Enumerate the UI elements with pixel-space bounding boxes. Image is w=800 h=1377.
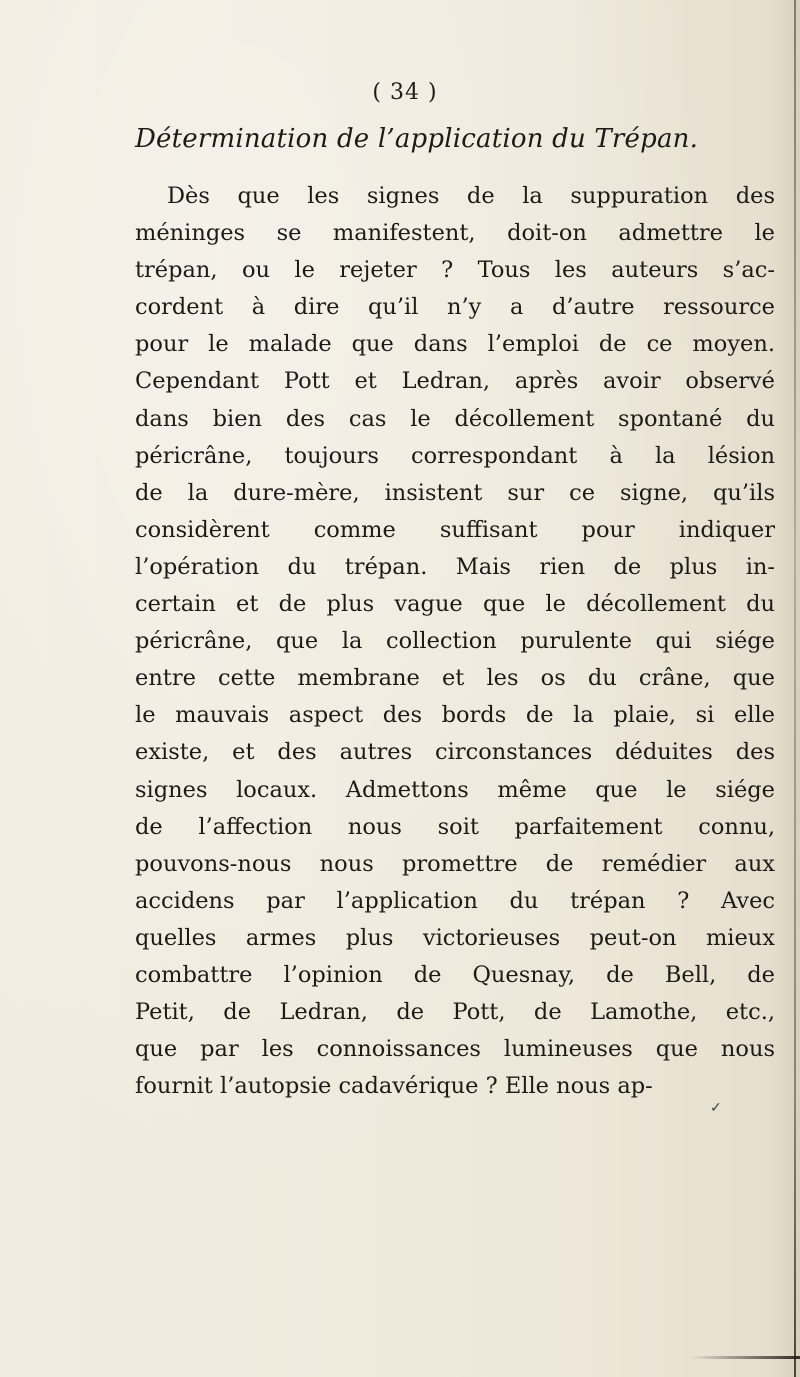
section-heading: Détermination de l’application du Trépan. bbox=[135, 124, 699, 154]
ink-mark-icon: ✓ bbox=[710, 1100, 722, 1116]
text-line: accidens par l’application du trépan ? Avec bbox=[135, 887, 775, 914]
text-line: dans bien des cas le décollement spontané du bbox=[135, 405, 775, 432]
text-line: péricrâne, toujours correspondant à la lésion bbox=[135, 442, 775, 469]
text-line: pouvons-nous nous promettre de remédier aux bbox=[135, 850, 775, 877]
text-line: existe, et des autres circonstances déduites des bbox=[135, 739, 775, 766]
text-line: cordent à dire qu’il n’y a d’autre ressource bbox=[135, 294, 775, 321]
page-edge bbox=[796, 0, 800, 1377]
text-line: combattre l’opinion de Quesnay, de Bell, de bbox=[135, 961, 775, 988]
text-line: le mauvais aspect des bords de la plaie, si elle bbox=[135, 702, 775, 729]
text-line: fournit l’autopsie cadavérique ? Elle nous ap- bbox=[135, 1073, 653, 1100]
text-line: Cependant Pott et Ledran, après avoir observé bbox=[135, 368, 775, 395]
text-line: entre cette membrane et les os du crâne, que bbox=[135, 665, 775, 692]
text-line: de l’affection nous soit parfaitement connu, bbox=[135, 813, 775, 840]
text-line: considèrent comme suffisant pour indiquer bbox=[135, 516, 775, 543]
text-line: l’opération du trépan. Mais rien de plus in- bbox=[135, 553, 775, 580]
text-line: méninges se manifestent, doit-on admettre le bbox=[135, 220, 775, 247]
text-line: quelles armes plus victorieuses peut-on mieux bbox=[135, 924, 775, 951]
text-line: péricrâne, que la collection purulente qui siége bbox=[135, 628, 775, 655]
page-edge-shadow bbox=[794, 0, 796, 1377]
text-line: que par les connoissances lumineuses que nous bbox=[135, 1036, 775, 1063]
text-line: signes locaux. Admettons même que le siége bbox=[135, 776, 775, 803]
text-line: pour le malade que dans l’emploi de ce moyen. bbox=[135, 331, 775, 358]
page-number: ( 34 ) bbox=[372, 80, 438, 105]
text-line: Petit, de Ledran, de Pott, de Lamothe, etc., bbox=[135, 999, 775, 1026]
body-paragraph bbox=[135, 178, 775, 1105]
page-bottom-shadow bbox=[690, 1356, 800, 1359]
text-line: de la dure-mère, insistent sur ce signe, qu’ils bbox=[135, 479, 775, 506]
text-line: certain et de plus vague que le décollement du bbox=[135, 591, 775, 618]
text-line: Dès que les signes de la suppuration des bbox=[167, 183, 775, 209]
text-line: trépan, ou le rejeter ? Tous les auteurs s’ac- bbox=[135, 257, 775, 284]
